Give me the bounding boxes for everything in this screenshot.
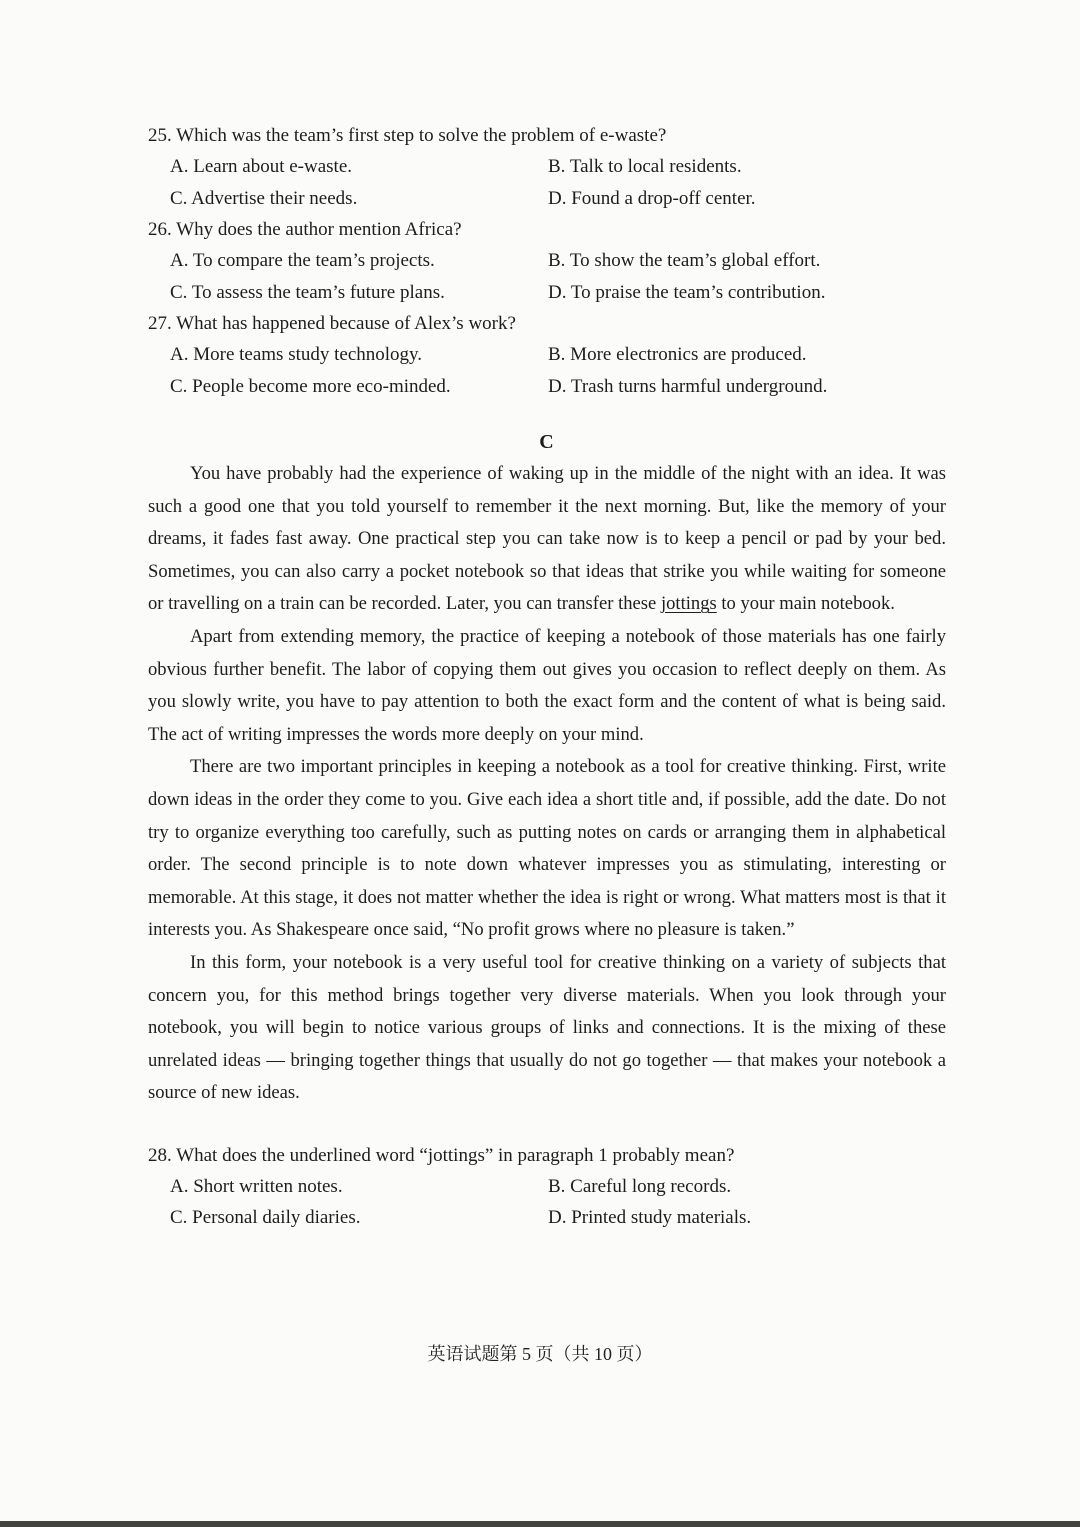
paragraph-1-text: You have probably had the experience of waking up in the middle of the night with an idea. It was such a good one that you told yourself to remember it the next morning. But, like the memory of your dreams, it fades fast away. One practical step you can take now is to keep a pencil or pad by your bed. Sometimes, you can also carry a pocket notebook so that ideas that strike you while waiting for someone or travelling on a train can be recorded. Later, you can transfer these <box>148 463 946 615</box>
option-d: D. Printed study materials. <box>548 1207 752 1229</box>
option-b: B. More electronics are produced. <box>548 344 807 365</box>
question-stem <box>148 214 946 245</box>
option-a: A. Learn about e-waste. <box>170 156 353 177</box>
option-c: C. Advertise their needs. <box>170 187 358 209</box>
option-b: B. To show the team’s global effort. <box>548 250 821 271</box>
question-text: Which was the team’s first step to solve the problem of e-waste? <box>176 125 667 146</box>
option-c: C. People become more eco-minded. <box>170 375 451 397</box>
underlined-word-jottings: jottings <box>660 593 717 615</box>
option-d: D. Found a drop-off center. <box>548 187 756 209</box>
option-d: D. To praise the team’s contribution. <box>548 281 826 303</box>
page-footer: 英语试题第 5 页（共 10 页） <box>427 1344 653 1364</box>
question-26 <box>148 214 946 308</box>
question-28 <box>148 1140 946 1234</box>
option-a: A. Short written notes. <box>170 1175 343 1197</box>
question-number: 28. <box>148 1144 172 1166</box>
option-d: D. Trash turns harmful underground. <box>548 375 828 397</box>
question-stem <box>148 1140 946 1171</box>
paragraph-1-text-end: to your main notebook. <box>716 593 895 615</box>
question-options <box>148 1171 946 1234</box>
question-number: 26. <box>148 219 172 240</box>
scan-bottom-edge <box>0 1521 1080 1527</box>
option-a: A. To compare the team’s projects. <box>170 250 435 271</box>
passage-section-label: C <box>539 431 555 453</box>
option-c: C. Personal daily diaries. <box>170 1207 361 1229</box>
passage-paragraph-2: Apart from extending memory, the practice of keeping a notebook of those materials has one fairly obvious further benefit. The labor of copying them out gives you occasion to reflect deeply on them. As you slowly write, you have to pay attention to both the exact form and the content of what is being said. The act of writing impresses the words more deeply on your mind. <box>148 625 946 745</box>
question-stem <box>148 120 946 151</box>
option-a: A. More teams study technology. <box>170 344 423 365</box>
question-number: 25. <box>148 125 172 146</box>
question-text: What does the underlined word “jottings” in paragraph 1 probably mean? <box>176 1144 735 1166</box>
option-b: B. Talk to local residents. <box>548 156 742 177</box>
question-options <box>148 245 946 308</box>
passage-paragraph-1 <box>148 458 946 621</box>
question-options <box>148 339 946 402</box>
passage-paragraph-4: In this form, your notebook is a very useful tool for creative thinking on a variety of subjects that concern you, for this method brings together very diverse materials. When you look through your notebook, you will begin to notice various groups of links and connections. It is the mixing of these unrelated ideas — bringing together things that usually do not go together — that makes your notebook a source of new ideas. <box>148 951 946 1104</box>
question-options <box>148 151 946 214</box>
question-text: What has happened because of Alex’s work? <box>176 313 516 334</box>
reading-passage <box>148 458 946 1110</box>
passage-paragraph-3: There are two important principles in keeping a notebook as a tool for creative thinking. First, write down ideas in the order they come to you. Give each idea a short title and, if possible, add the date. Do not try to organize everything too carefully, such as putting notes on cards or arranging them in alphabetical order. The second principle is to note down whatever impresses you as stimulating, interesting or memorable. At this stage, it does not matter whether the idea is right or wrong. What matters most is that it interests you. As Shakespeare once said, “No profit grows where no pleasure is taken.” <box>148 756 946 941</box>
question-stem <box>148 308 946 339</box>
question-text: Why does the author mention Africa? <box>176 219 462 240</box>
question-number: 27. <box>148 313 172 334</box>
question-27 <box>148 308 946 402</box>
option-c: C. To assess the team’s future plans. <box>170 281 445 303</box>
page-content <box>148 120 946 1234</box>
question-25 <box>148 120 946 214</box>
option-b: B. Careful long records. <box>548 1175 732 1197</box>
